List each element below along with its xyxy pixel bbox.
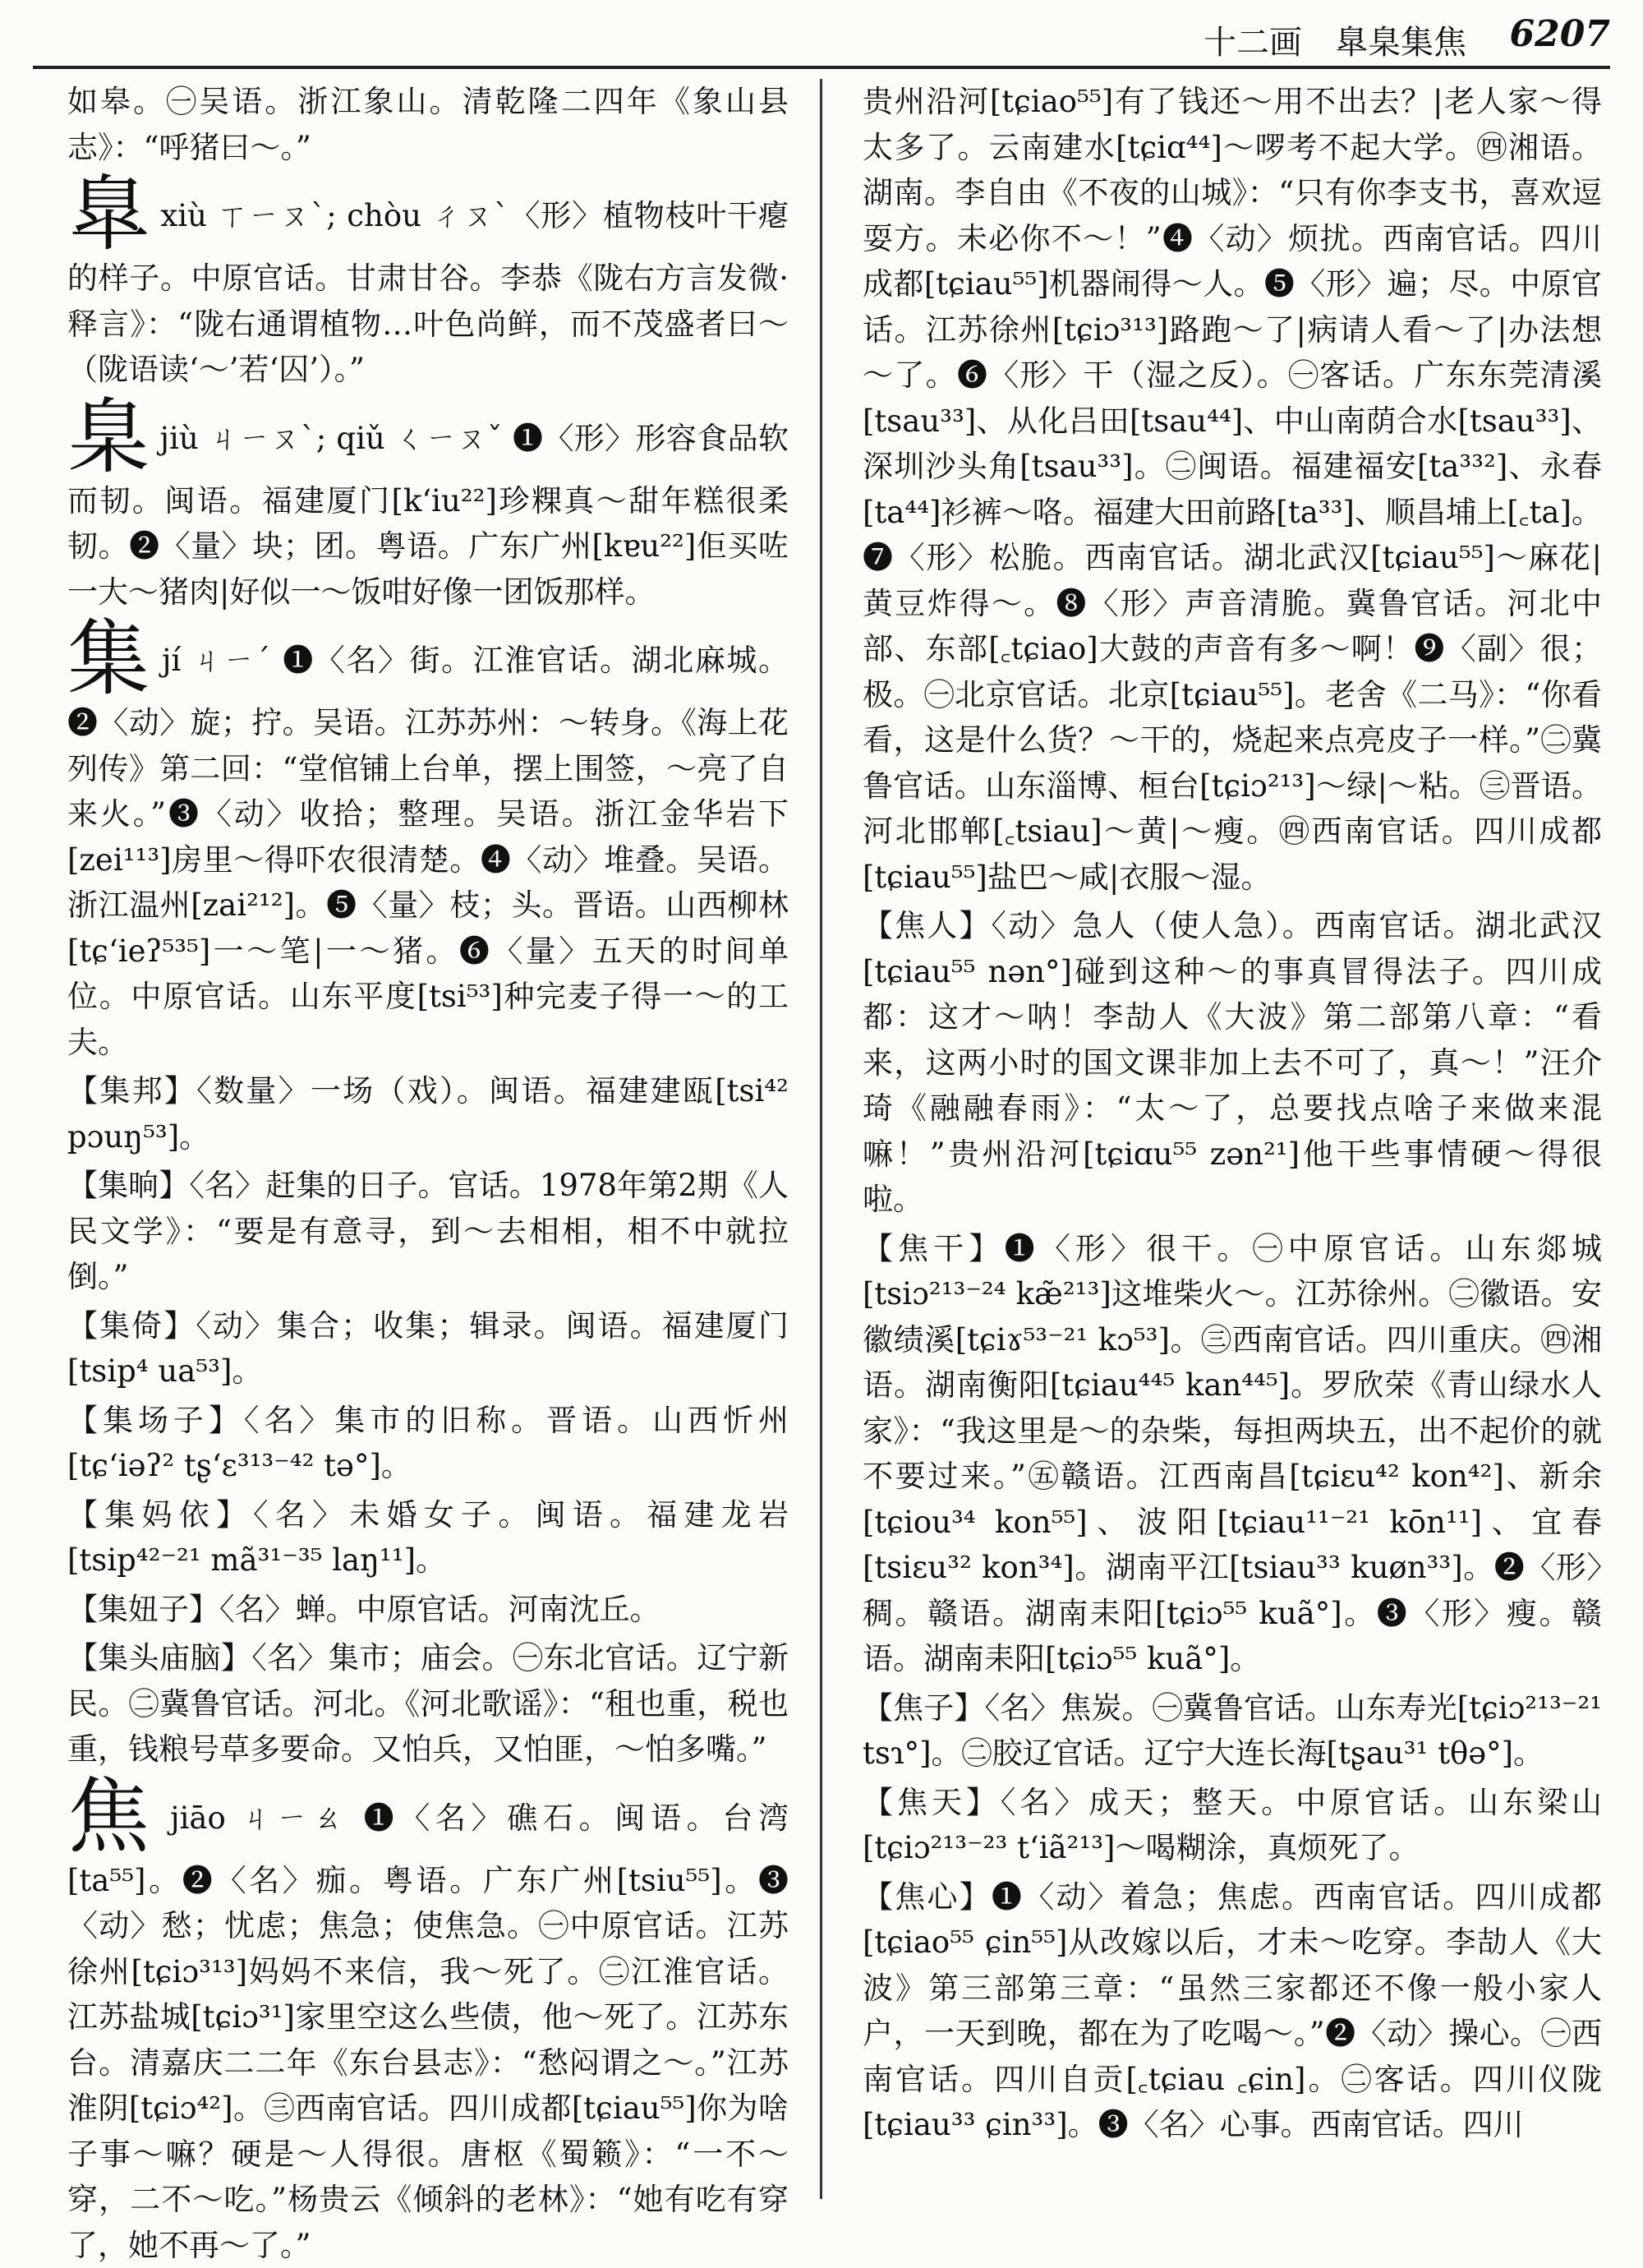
entry-continuation: 贵州沿河[tɕiao⁵⁵]有了钱还～用不出去？|老人家～得太多了。云南建水[tɕiɑ⁴⁴]～啰考不起大学。㊃湘语。湖南。李自由《不夜的山城》：“只有你李支书，喜欢逗耍方。未必你不～！”❹〈动〉烦扰。西南官话。四川成都[tɕiau⁵⁵]机器闹得～人。❺〈形〉遍；尽。中原官话。江苏徐州[tɕiɔ³¹³]路跑～了|病请人看～了|办法想～了。❻〈形〉干（湿之反）。㊀客话。广东东莞清溪[tsau³³]、从化吕田[tsau⁴⁴]、中山南荫合水[tsau³³]、深圳沙头角[tsau³³]。㊁闽语。福建福安[ta³³²]、永春[ta⁴⁴]衫裤～咯。福建大田前路[ta³³]、顺昌埔上[꜀ta]。❼〈形〉松脆。西南官话。湖北武汉[tɕiau⁵⁵]～麻花|黄豆炸得～。❽〈形〉声音清脆。冀鲁官话。河北中部、东部[꜀tɕiao]大鼓的声音有多～啊！❾〈副〉很；极。㊀北京官话。北京[tɕiau⁵⁵]。老舍《二马》：“你看看，这是什么货？～干的，烧起来点亮皮子一样。”㊁冀鲁官话。山东淄博、桓台[tɕiɔ²¹³]～绿|～粘。㊂晋语。河北邯郸[꜀tsiau]～黄|～瘦。㊃西南官话。四川成都[tɕiau⁵⁵]盐巴～咸|衣服～湿。 bbox=[863, 79, 1602, 900]
entry-jiaozi: 【焦子】〈名〉焦炭。㊀冀鲁官话。山东寿光[tɕiɔ²¹³⁻²¹ tsɿ°]。㊁胶辽官话。辽宁大连长海[tʂau³¹ tθə°]。 bbox=[863, 1685, 1602, 1777]
left-column bbox=[67, 79, 789, 2268]
header-characters: 臯臬集焦 bbox=[1335, 16, 1466, 63]
entry-jiaoxin: 【焦心】❶〈动〉着急；焦虑。西南官话。四川成都[tɕiao⁵⁵ ɕin⁵⁵]从改嫁以后，才未～吃穿。李劼人《大波》第三部第三章：“虽然三家都还不像一般小家人户，一天到晚，都在为了吃喝～。”❷〈动〉操心。㊀西南官话。四川自贡[꜀tɕiau ꜀ɕin]。㊁客话。四川仪陇[tɕiau³³ ɕin³³]。❸〈名〉心事。西南官话。四川 bbox=[863, 1874, 1602, 2148]
head-char: 臬 bbox=[67, 389, 150, 485]
entry-jiao: 焦 jiāo ㄐㄧㄠ ❶〈名〉礁石。闽语。台湾[ta⁵⁵]。❷〈名〉痂。粤语。广东广州[tsiu⁵⁵]。❸〈动〉愁；忧虑；焦急；使焦急。㊀中原官话。江苏徐州[tɕiɔ³¹³]妈妈不来信，我～死了。㊁江淮官话。江苏盐城[tɕiɔ³¹]家里空这么些债，他～死了。江苏东台。清嘉庆二二年《东台县志》：“愁闷谓之～。”江苏淮阴[tɕiɔ⁴²]。㊂西南官话。四川成都[tɕiau⁵⁵]你为啥子事～嘛？硬是～人得很。唐枢《蜀籁》：“一不～穿，二不～吃。”杨贵云《倾斜的老林》：“她有吃有穿了，她不再～了。” bbox=[67, 1776, 789, 2268]
header-section: 十二画 bbox=[1203, 16, 1302, 63]
entry-gao: 臯 xiù ㄒㄧㄡˋ; chòu ㄔㄡˋ〈形〉植物枝叶干瘪的样子。中原官话。甘肃甘谷。李恭《陇右方言发微·释言》：“陇右通谓植物…叶色尚鲜，而不茂盛者曰～（陇语读‘～’若‘囚’）。” bbox=[67, 173, 789, 393]
head-char: 焦 bbox=[67, 1768, 155, 1865]
entry-nie: 臬 jiù ㄐㄧㄡˋ; qiǔ ㄑㄧㄡˇ ❶〈形〉形容食品软而韧。闽语。福建厦门[k‘iu²²]珍粿真～甜年糕很柔韧。❷〈量〉块；团。粤语。广东广州[kɐu²²]佢买咗一大～猪肉|好似一～饭咁好像一团饭那样。 bbox=[67, 396, 789, 615]
entry-jiaogan: 【焦干】❶〈形〉很干。㊀中原官话。山东郯城[tsiɔ²¹³⁻²⁴ kæ̃²¹³]这堆柴火～。江苏徐州。㊁徽语。安徽绩溪[tɕiɤ⁵³⁻²¹ kɔ⁵³]。㊂西南官话。四川重庆。㊃湘语。湖南衡阳[tɕiau⁴⁴⁵ kan⁴⁴⁵]。罗欣荣《青山绿水人家》：“我这里是～的杂柴，每担两块五，出不起价的就不要过来。”㊄赣语。江西南昌[tɕiɛu⁴² kon⁴²]、新余[tɕiou³⁴ kon⁵⁵]、波阳[tɕiau¹¹⁻²¹ kōn¹¹]、宜春[tsiɛu³² kon³⁴]。湖南平江[tsiau³³ kuøn³³]。❷〈形〉稠。赣语。湖南耒阳[tɕiɔ⁵⁵ kuã°]。❸〈形〉瘦。赣语。湖南耒阳[tɕiɔ⁵⁵ kuã°]。 bbox=[863, 1226, 1602, 1682]
head-char: 臯 bbox=[67, 166, 150, 262]
entry-continuation: 如皋。㊀吴语。浙江象山。清乾隆二四年《象山县志》：“呼猪曰～。” bbox=[67, 79, 789, 170]
entry-jibang: 【集邦】〈数量〉一场（戏）。闽语。福建建瓯[tsi⁴² pɔuŋ⁵³]。 bbox=[67, 1068, 789, 1159]
entry-jiaotian: 【焦天】〈名〉成天；整天。中原官话。山东梁山[tɕiɔ²¹³⁻²³ t‘iã²¹³]～喝糊涂，真烦死了。 bbox=[863, 1780, 1602, 1871]
entry-jimayi: 【集妈依】〈名〉未婚女子。闽语。福建龙岩[tsip⁴²⁻²¹ mã³¹⁻³⁵ laŋ¹¹]。 bbox=[67, 1492, 789, 1583]
page-number: 6207 bbox=[1510, 13, 1610, 55]
entry-ji: 集 jí ㄐㄧˊ ❶〈名〉街。江淮官话。湖北麻城。❷〈动〉旋；拧。吴语。江苏苏州：～转身。《海上花列传》第二回：“堂倌铺上台单，摆上围签，～亮了自来火。”❸〈动〉收拾；整理。吴语。浙江金华岩下[zei¹¹³]房里～得吓农很清楚。❹〈动〉堆叠。吴语。浙江温州[zai²¹²]。❺〈量〉枝；头。晋语。山西柳林[tɕ‘ieʔ⁵³⁵]一～笔|一～猪。❻〈量〉五天的时间单位。中原官话。山东平度[tsi⁵³]种完麦子得一～的工夫。 bbox=[67, 618, 789, 1065]
entry-jixiang: 【集晌】〈名〉赶集的日子。官话。1978年第2期《人民文学》：“要是有意寻，到～去相相，相不中就拉倒。” bbox=[67, 1163, 789, 1300]
entry-jiniuzi: 【集妞子】〈名〉蝉。中原官话。河南沈丘。 bbox=[67, 1587, 789, 1633]
right-column bbox=[863, 79, 1602, 2148]
page-header bbox=[33, 0, 1610, 69]
entry-jichangzi: 【集场子】〈名〉集市的旧称。晋语。山西忻州[tɕ‘iəʔ² tʂ‘ɛ³¹³⁻⁴² tə°]。 bbox=[67, 1398, 789, 1489]
entry-jiyi: 【集倚】〈动〉集合；收集；辑录。闽语。福建厦门[tsip⁴ ua⁵³]。 bbox=[67, 1303, 789, 1394]
entry-jitoumiaonao: 【集头庙脑】〈名〉集市；庙会。㊀东北官话。辽宁新民。㊁冀鲁官话。河北。《河北歌谣》：“租也重，税也重，钱粮号草多要命。又怕兵，又怕匪，～怕多嘴。” bbox=[67, 1635, 789, 1772]
head-char: 集 bbox=[67, 611, 151, 707]
entry-jiaoren: 【焦人】〈动〉急人（使人急）。西南官话。湖北武汉[tɕiau⁵⁵ nən°]碰到这种～的事真冒得法子。四川成都：这才～呐！李劼人《大波》第二部第八章：“看来，这两小时的国文课非加上去不可了，真～！”汪介琦《融融春雨》：“太～了，总要找点啥子来做来混嘛！”贵州沿河[tɕiɑu⁵⁵ zən²¹]他干些事情硬～得很啦。 bbox=[863, 903, 1602, 1223]
column-divider bbox=[820, 79, 822, 2199]
